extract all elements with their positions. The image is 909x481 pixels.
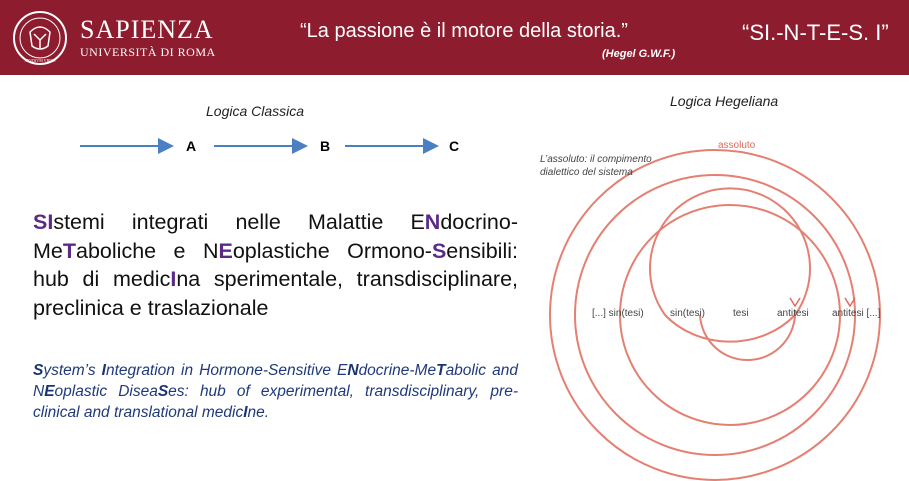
spiral-ring-3b — [620, 315, 840, 425]
seal-motto: STVDIVM VRBIS — [24, 58, 56, 63]
hegel-quote: “La passione è il motore della storia.” — [300, 20, 628, 42]
node-c: C — [449, 138, 460, 154]
it-title-text-segment: stemi integrati nelle Malattie E — [53, 210, 425, 234]
italian-title — [33, 208, 518, 322]
it-title-highlight-letter: T — [62, 238, 77, 263]
spiral-ring-4 — [650, 188, 810, 315]
it-title-text-segment: ensibili: hub di medic — [33, 238, 518, 291]
en-title-highlight-letter: S — [157, 383, 169, 400]
en-title-text-segment: oplastic Disea — [54, 383, 158, 400]
sapienza-seal-icon — [12, 10, 68, 66]
en-title-text-segment: es: hub of experimental, transdisciplinary, pre-clinical and translational medic — [33, 383, 518, 421]
en-title-text-segment: ne. — [247, 404, 270, 421]
spiral-label-sintesi: sin(tesi) — [670, 308, 706, 319]
it-title-highlight-letter: N — [424, 210, 441, 234]
it-title-highlight-letter: S — [431, 238, 447, 263]
arrowhead-antitesi — [790, 298, 800, 306]
en-title-highlight-letter: E — [44, 383, 55, 400]
en-title-text-segment: ntegration in Hormone-Sensitive E — [105, 362, 348, 379]
it-title-text-segment: docrino-Me — [33, 210, 518, 263]
spiral-caption-line2: dialettico del sistema — [540, 167, 633, 178]
spiral-label-tesi: tesi — [733, 308, 749, 319]
it-title-highlight-letter: E — [218, 238, 233, 263]
en-title-highlight-letter: N — [347, 362, 359, 379]
en-title-text-segment: docrine-Me — [358, 362, 437, 379]
spiral-inner — [665, 315, 795, 342]
hegelian-logic-title: Logica Hegeliana — [670, 93, 779, 109]
it-title-text-segment: aboliche e N — [76, 238, 219, 263]
node-b: B — [320, 138, 331, 154]
spiral-label-assoluto: assoluto — [718, 140, 756, 151]
it-title-highlight-letter: I — [170, 267, 177, 291]
en-title-text-segment: ystem’s — [43, 362, 102, 379]
en-title-text-segment: abolic and N — [33, 362, 518, 400]
spiral-caption-line1: L’assoluto: il compimento — [540, 154, 652, 165]
en-title-highlight-letter: I — [101, 362, 106, 379]
en-title-highlight-letter: S — [33, 362, 44, 379]
acronym-title: “SI.-N-T-E-S. I” — [742, 20, 889, 45]
node-a: A — [186, 138, 197, 154]
university-name: SAPIENZA — [80, 15, 214, 44]
spiral-ring-3 — [620, 205, 840, 315]
spiral-label-antitesi-outer: antitesi [...] — [832, 308, 881, 319]
en-title-highlight-letter: T — [436, 362, 446, 379]
spiral-label-sintesi-outer: [...] sin(tesi) — [592, 308, 644, 319]
hegelian-spiral-diagram — [520, 120, 909, 481]
spiral-label-antitesi: antitesi — [777, 308, 809, 319]
university-subtitle: UNIVERSITÀ DI ROMA — [80, 45, 216, 59]
quote-author: (Hegel G.W.F.) — [602, 48, 676, 60]
classical-logic-title: Logica Classica — [206, 103, 305, 119]
english-title — [33, 360, 518, 423]
it-title-text-segment: oplastiche Ormono- — [232, 238, 432, 263]
it-title-text-segment: na sperimentale, transdisciplinare, preclinica e traslazionale — [33, 267, 519, 320]
it-title-highlight-letter: SI — [33, 210, 54, 234]
en-title-highlight-letter: I — [243, 404, 248, 421]
header-bar — [0, 0, 909, 75]
classical-logic-arrows — [80, 136, 480, 156]
